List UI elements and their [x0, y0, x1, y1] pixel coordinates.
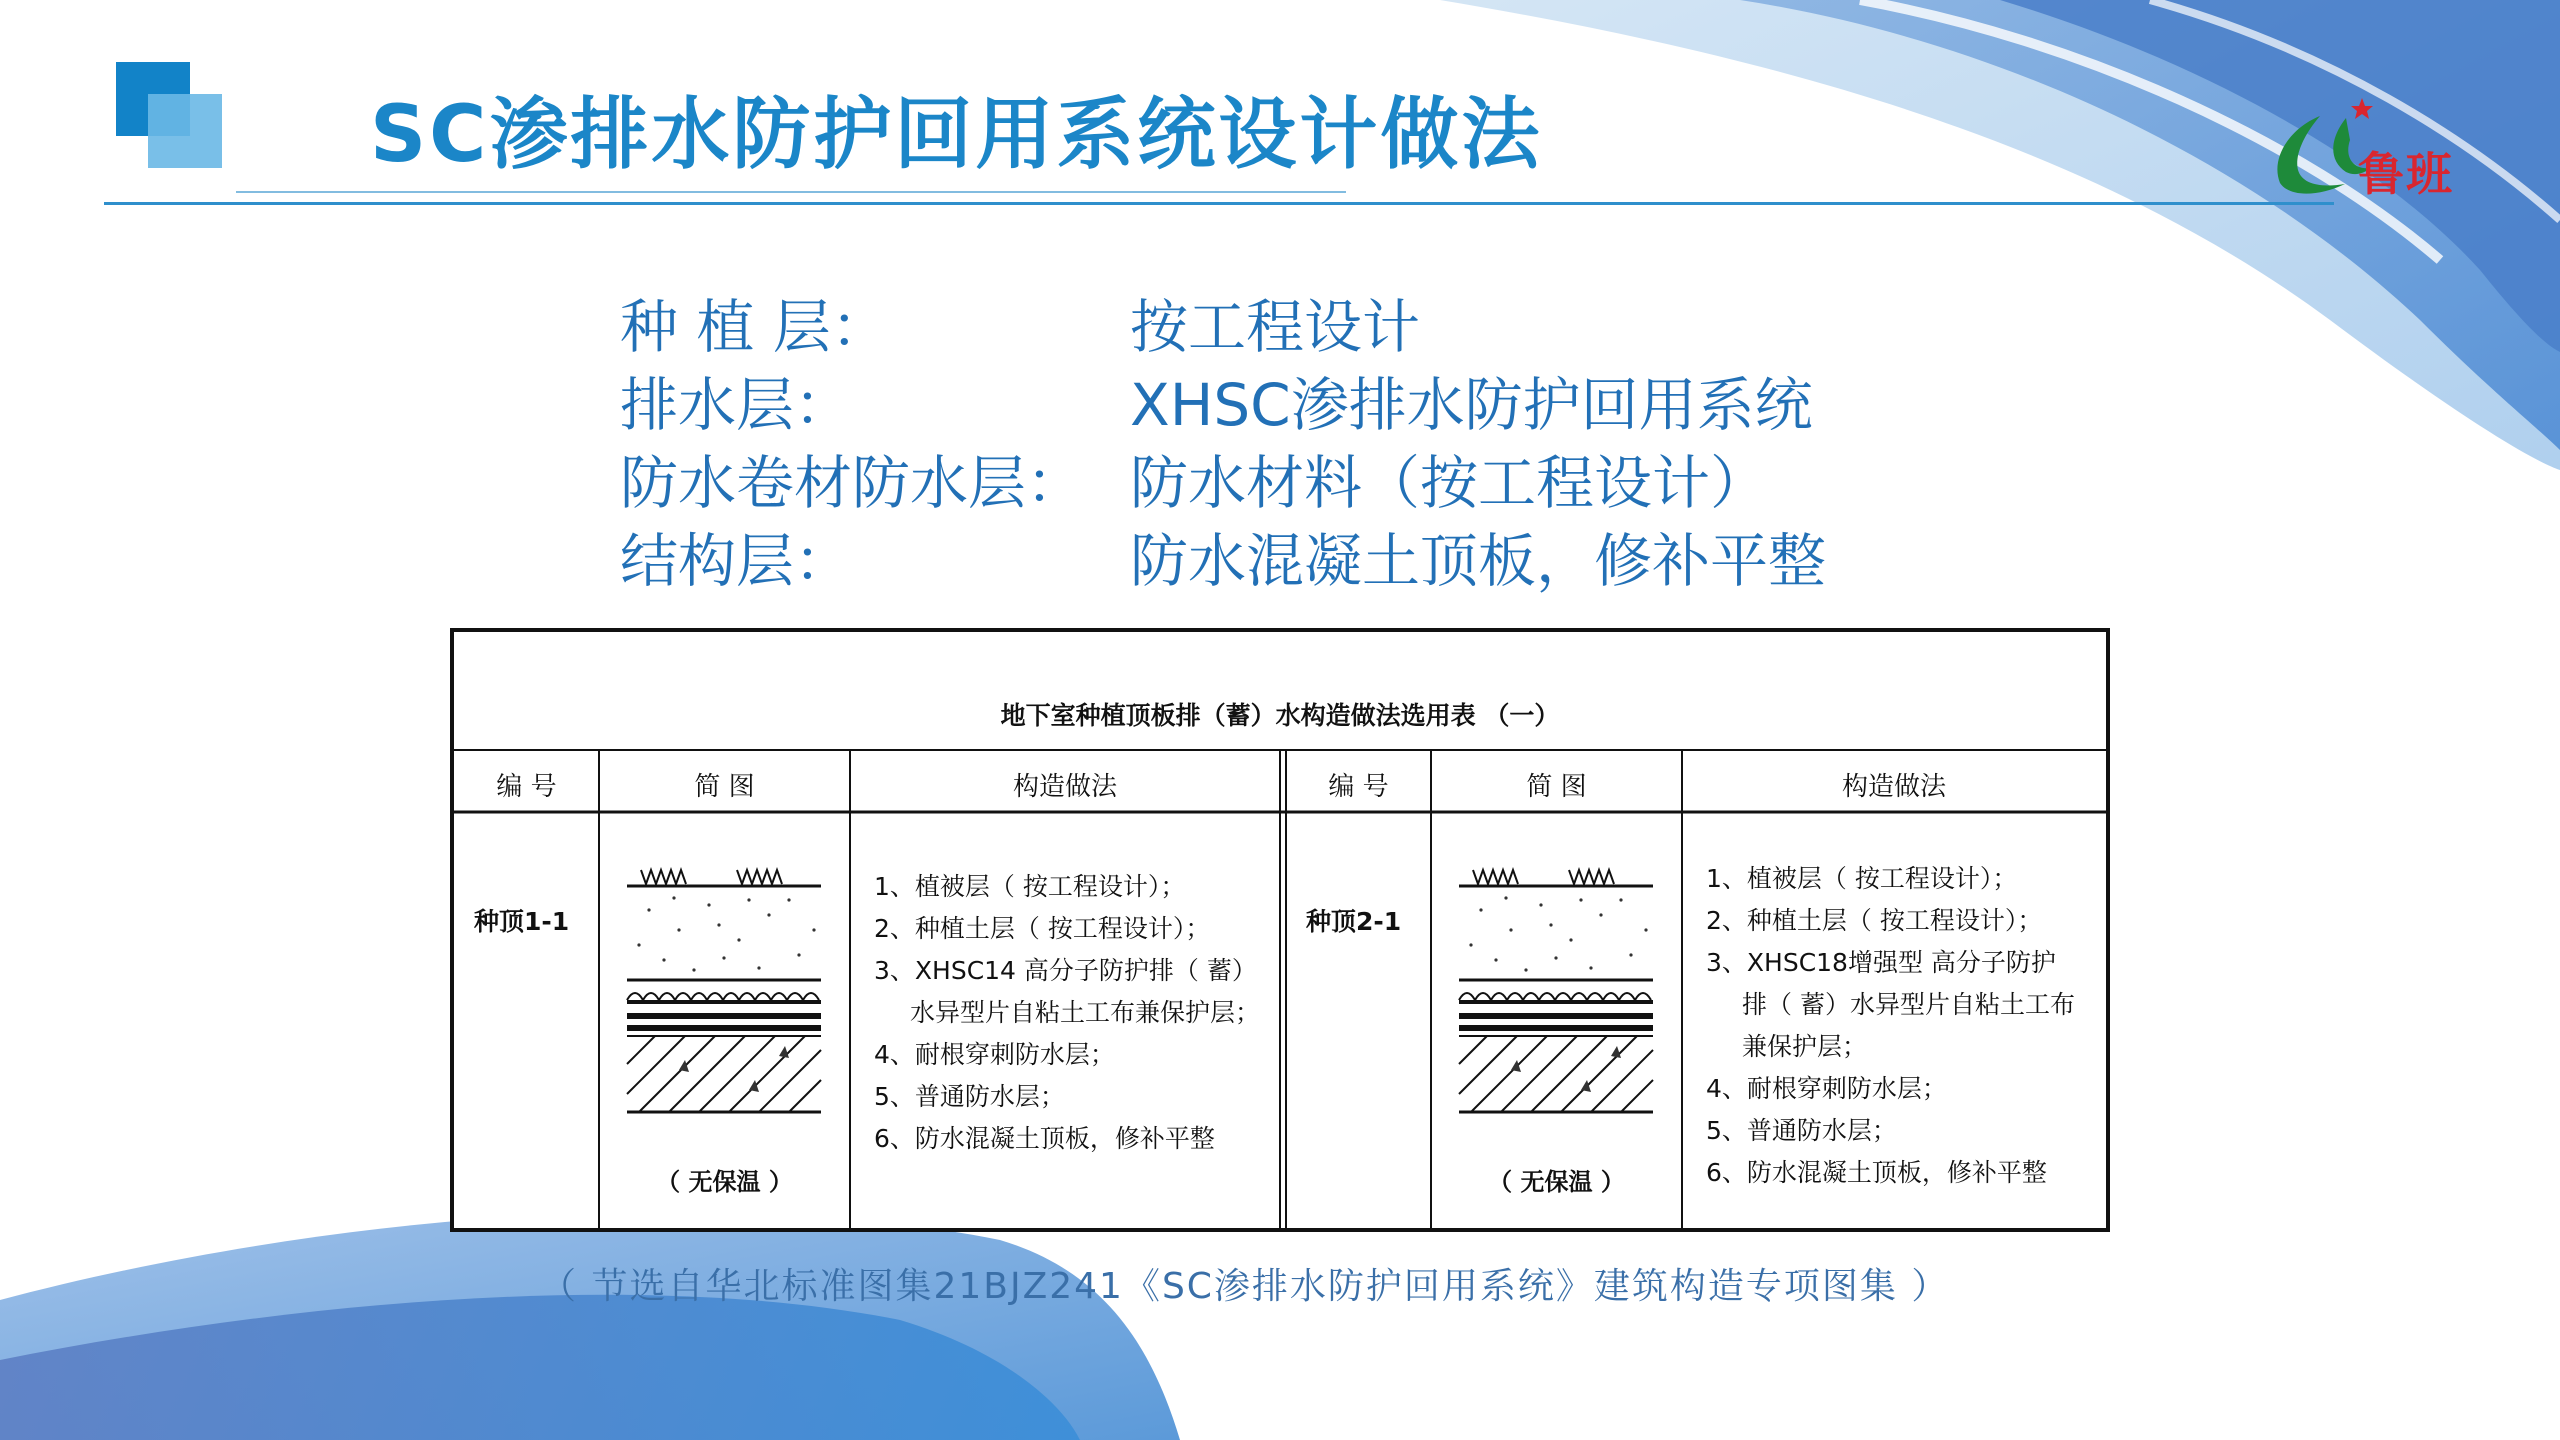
layer-section-diagram [1451, 860, 1661, 1120]
title-underline [104, 202, 2334, 205]
method-steps [874, 866, 1260, 1160]
spec-label: 排水层： [620, 371, 853, 439]
entry-code: 种顶1-1 [474, 907, 570, 936]
table-title: 地下室种植顶板排（蓄）水构造做法选用表 （一） [1000, 701, 1560, 730]
spec-value: XHSC渗排水防护回用系统 [1130, 371, 1813, 439]
entry-code: 种顶2-1 [1306, 907, 1402, 936]
header-method: 构造做法 [1841, 772, 1946, 802]
spec-row [620, 288, 1826, 366]
spec-value: 防水材料（按工程设计） [1130, 449, 1769, 517]
method-steps [1706, 858, 2075, 1194]
header-method: 构造做法 [1012, 772, 1117, 802]
spec-label: 防水卷材防水层： [620, 449, 1085, 517]
figure-source-caption: （ 节选自华北标准图集21BJZ241《SC渗排水防护回用系统》建筑构造专项图集 ） [540, 1266, 1950, 1307]
method-step: 5、普通防水层； [874, 1082, 1065, 1111]
method-step: 水异型片自粘土工布兼保护层； [910, 998, 1261, 1027]
layer-section-diagram [619, 860, 829, 1120]
diagram-caption: （ 无保温 ） [1488, 1168, 1625, 1196]
method-step: 2、种植土层（ 按工程设计）； [1706, 906, 2043, 935]
method-step: 3、XHSC14 高分子防护排（ 蓄） [874, 956, 1257, 985]
method-step: 排（ 蓄）水异型片自粘土工布 [1742, 990, 2075, 1019]
spec-row [620, 444, 1826, 522]
header-code: 编 号 [1328, 772, 1389, 802]
construction-table-figure [450, 628, 2110, 1232]
method-step: 3、XHSC18增强型 高分子防护 [1706, 948, 2056, 977]
spec-row [620, 366, 1826, 444]
spec-row [620, 522, 1826, 600]
method-step: 4、耐根穿刺防水层； [874, 1040, 1115, 1069]
method-step: 6、防水混凝土顶板，修补平整 [1706, 1158, 2047, 1187]
logo-text: 鲁班 [2358, 147, 2454, 201]
title-square-light [148, 94, 222, 168]
spec-value: 按工程设计 [1130, 293, 1421, 361]
layer-spec-list [620, 288, 1826, 600]
header-diagram: 简 图 [1526, 772, 1587, 802]
method-step: 4、耐根穿刺防水层； [1706, 1074, 1947, 1103]
method-step: 1、植被层（ 按工程设计）； [1706, 864, 2018, 893]
page-title: SC渗排水防护回用系统设计做法 [370, 90, 1543, 180]
diagram-caption: （ 无保温 ） [656, 1168, 793, 1196]
title-underline-short [236, 191, 1346, 193]
method-step: 1、植被层（ 按工程设计）； [874, 872, 1186, 901]
spec-label: 种 植 层： [620, 293, 889, 361]
header-code: 编 号 [496, 772, 557, 802]
method-step: 6、防水混凝土顶板，修补平整 [874, 1124, 1215, 1153]
header-diagram: 简 图 [694, 772, 755, 802]
spec-label: 结构层： [620, 527, 853, 595]
method-step: 5、普通防水层； [1706, 1116, 1897, 1145]
method-step: 兼保护层； [1742, 1032, 1868, 1061]
method-step: 2、种植土层（ 按工程设计）； [874, 914, 1211, 943]
spec-value: 防水混凝土顶板，修补平整 [1130, 527, 1827, 595]
